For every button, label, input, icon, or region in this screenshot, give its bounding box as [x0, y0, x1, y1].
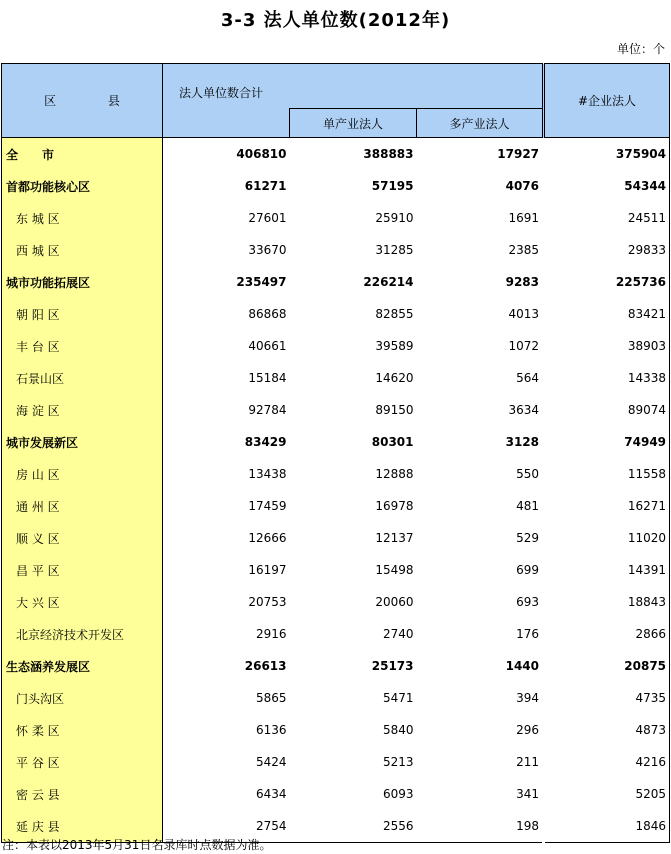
- multi-cell: 3634: [508, 403, 540, 417]
- multi-cell: 341: [516, 787, 540, 801]
- page-title: 3-3 法人单位数(2012年): [220, 10, 451, 31]
- multi-cell: 550: [516, 467, 540, 481]
- region-name-cell: 朝 阳 区: [2, 298, 163, 330]
- multi-cell: 529: [516, 531, 540, 545]
- multi-cell: 2385: [508, 243, 540, 257]
- header-region: 区 县: [2, 64, 163, 138]
- enterprise-cell: 375904: [544, 138, 670, 171]
- multi-cell: 1072: [508, 339, 540, 353]
- enterprise-cell: 74949: [544, 426, 670, 458]
- total-cell: 2754: [163, 810, 290, 843]
- multi-cell: 211: [516, 755, 540, 769]
- total-cell: 16197: [248, 563, 287, 577]
- single-cell: 388883: [363, 147, 414, 161]
- single-cell: 14620: [375, 371, 414, 385]
- single-cell: 226214: [363, 275, 414, 289]
- table-row: [2, 202, 670, 234]
- region-name-cell: 石景山区: [2, 362, 163, 394]
- enterprise-cell: 5205: [544, 778, 670, 810]
- total-cell: 17459: [248, 499, 287, 513]
- region-name-cell: 通 州 区: [2, 490, 163, 522]
- table-row: [2, 714, 670, 746]
- region-name-cell: 延 庆 县: [2, 810, 163, 843]
- single-cell: 39589: [375, 339, 414, 353]
- table-row: [2, 682, 670, 714]
- enterprise-cell: 54344: [544, 170, 670, 202]
- total-cell: 20753: [248, 595, 287, 609]
- table-row: [2, 266, 670, 298]
- total-cell: 86868: [248, 307, 287, 321]
- table-header: [2, 64, 670, 138]
- total-cell: 6434: [255, 787, 287, 801]
- header-total-spacer: [163, 109, 290, 138]
- enterprise-cell: 14391: [544, 554, 670, 586]
- multi-cell: 296: [516, 723, 540, 737]
- header-multi: 多产业法人: [417, 109, 544, 138]
- enterprise-cell: 89074: [544, 394, 670, 426]
- enterprise-cell: 20875: [544, 650, 670, 682]
- region-name-cell: 生态涵养发展区: [2, 650, 163, 682]
- multi-cell: 4076: [505, 179, 540, 193]
- table-row: [2, 298, 670, 330]
- single-cell: 2556: [290, 810, 417, 843]
- table-row: [2, 522, 670, 554]
- unit-label: 单位：个: [616, 42, 665, 56]
- header-enterprise: #企业法人: [544, 64, 670, 138]
- table-row: [2, 330, 670, 362]
- multi-cell: 481: [516, 499, 540, 513]
- enterprise-cell: 16271: [544, 490, 670, 522]
- region-name-cell: 城市发展新区: [2, 426, 163, 458]
- single-cell: 89150: [375, 403, 414, 417]
- table-body: [2, 138, 670, 843]
- single-cell: 5471: [382, 691, 414, 705]
- region-name-cell: 门头沟区: [2, 682, 163, 714]
- enterprise-cell: 11020: [544, 522, 670, 554]
- region-name-cell: 城市功能拓展区: [2, 266, 163, 298]
- region-name-cell: 北京经济技术开发区: [2, 618, 163, 650]
- table-row: [2, 650, 670, 682]
- enterprise-cell: 14338: [544, 362, 670, 394]
- total-cell: 13438: [248, 467, 287, 481]
- single-cell: 25173: [371, 659, 414, 673]
- single-cell: 12137: [375, 531, 414, 545]
- total-cell: 12666: [248, 531, 287, 545]
- total-cell: 92784: [248, 403, 287, 417]
- single-cell: 5840: [382, 723, 414, 737]
- enterprise-cell: 2866: [544, 618, 670, 650]
- enterprise-cell: 24511: [544, 202, 670, 234]
- total-cell: 5865: [255, 691, 287, 705]
- multi-cell: 1691: [508, 211, 540, 225]
- region-name-cell: 西 城 区: [2, 234, 163, 266]
- table-row: [2, 586, 670, 618]
- table-row: [2, 394, 670, 426]
- enterprise-cell: 29833: [544, 234, 670, 266]
- table-row: [2, 746, 670, 778]
- total-cell: 15184: [248, 371, 287, 385]
- single-cell: 6093: [382, 787, 414, 801]
- total-cell: 83429: [244, 435, 287, 449]
- table-row: [2, 778, 670, 810]
- multi-cell: 176: [516, 627, 540, 641]
- total-cell: 5424: [255, 755, 287, 769]
- total-cell: 27601: [248, 211, 287, 225]
- table-row: [2, 618, 670, 650]
- total-cell: 406810: [236, 147, 287, 161]
- single-cell: 82855: [375, 307, 414, 321]
- single-cell: 15498: [375, 563, 414, 577]
- data-table: [1, 63, 670, 843]
- enterprise-cell: 83421: [544, 298, 670, 330]
- enterprise-cell: 38903: [544, 330, 670, 362]
- single-cell: 57195: [371, 179, 414, 193]
- table-row: [2, 362, 670, 394]
- footnote: 注：本表以2013年5月31日名录库时点数据为准。: [2, 838, 272, 852]
- table-row: [2, 234, 670, 266]
- enterprise-cell: 18843: [544, 586, 670, 618]
- enterprise-cell: 4735: [544, 682, 670, 714]
- single-cell: 20060: [375, 595, 414, 609]
- multi-cell: 394: [516, 691, 540, 705]
- enterprise-cell: 4216: [544, 746, 670, 778]
- region-name-cell: 东 城 区: [2, 202, 163, 234]
- total-cell: 26613: [244, 659, 287, 673]
- region-name-cell: 昌 平 区: [2, 554, 163, 586]
- single-cell: 2740: [382, 627, 414, 641]
- region-name-cell: 密 云 县: [2, 778, 163, 810]
- region-name-cell: 大 兴 区: [2, 586, 163, 618]
- single-cell: 31285: [375, 243, 414, 257]
- table-row: [2, 426, 670, 458]
- table-row: [2, 458, 670, 490]
- region-name-cell: 首都功能核心区: [2, 170, 163, 202]
- table-row: [2, 490, 670, 522]
- table-row: [2, 170, 670, 202]
- table-row: [2, 554, 670, 586]
- region-name-cell: 海 淀 区: [2, 394, 163, 426]
- total-cell: 235497: [236, 275, 287, 289]
- single-cell: 12888: [375, 467, 414, 481]
- total-cell: 40661: [248, 339, 287, 353]
- enterprise-cell: 11558: [544, 458, 670, 490]
- single-cell: 16978: [375, 499, 414, 513]
- multi-cell: 699: [516, 563, 540, 577]
- region-name-cell: 房 山 区: [2, 458, 163, 490]
- single-cell: 25910: [375, 211, 414, 225]
- header-total: 法人单位数合计: [163, 64, 544, 109]
- multi-cell: 4013: [508, 307, 540, 321]
- header-single: 单产业法人: [290, 109, 417, 138]
- total-cell: 61271: [244, 179, 287, 193]
- total-cell: 6136: [255, 723, 287, 737]
- table-row: [2, 138, 670, 171]
- region-name-cell: 怀 柔 区: [2, 714, 163, 746]
- multi-cell: 1440: [505, 659, 540, 673]
- region-name-cell: 顺 义 区: [2, 522, 163, 554]
- enterprise-cell: 1846: [544, 810, 670, 843]
- single-cell: 5213: [382, 755, 414, 769]
- enterprise-cell: 4873: [544, 714, 670, 746]
- multi-cell: 564: [516, 371, 540, 385]
- single-cell: 80301: [371, 435, 414, 449]
- total-cell: 2916: [255, 627, 287, 641]
- region-name-cell: 全 市: [2, 138, 163, 171]
- multi-cell: 198: [417, 810, 544, 843]
- multi-cell: 3128: [505, 435, 540, 449]
- multi-cell: 9283: [505, 275, 540, 289]
- multi-cell: 17927: [497, 147, 540, 161]
- total-cell: 33670: [248, 243, 287, 257]
- region-name-cell: 平 谷 区: [2, 746, 163, 778]
- multi-cell: 693: [516, 595, 540, 609]
- region-name-cell: 丰 台 区: [2, 330, 163, 362]
- enterprise-cell: 225736: [544, 266, 670, 298]
